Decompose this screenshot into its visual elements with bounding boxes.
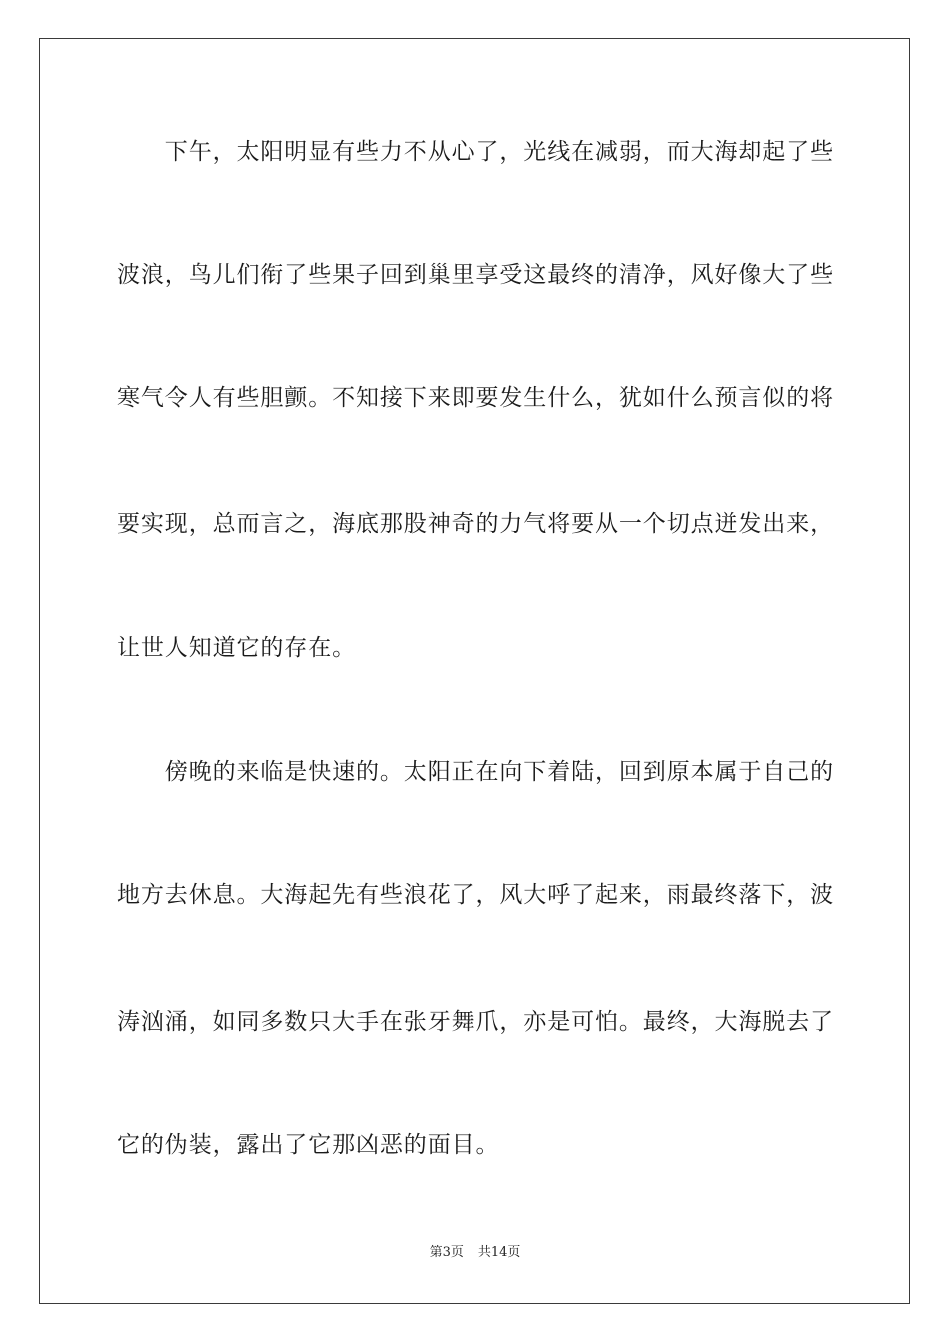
text-line: 下午，太阳明显有些力不从心了，光线在减弱，而大海却起了些	[117, 139, 834, 165]
text-line: 它的伪装，露出了它那凶恶的面目。	[117, 1132, 500, 1158]
text-line: 寒气令人有些胆颤。不知接下来即要发生什么，犹如什么预言似的将	[117, 385, 834, 411]
page-footer	[0, 1244, 950, 1262]
text-line: 让世人知道它的存在。	[117, 635, 356, 661]
text-line: 傍晚的来临是快速的。太阳正在向下着陆，回到原本属于自己的	[117, 759, 834, 785]
text-line: 要实现，总而言之，海底那股神奇的力气将要从一个切点迸发出来，	[117, 511, 834, 537]
text-line: 地方去休息。大海起先有些浪花了，风大呼了起来，雨最终落下，波	[117, 882, 834, 908]
page-current: 第3页	[429, 1245, 464, 1260]
page-border	[39, 38, 910, 1304]
text-line: 涛汹涌，如同多数只大手在张牙舞爪，亦是可怕。最终，大海脱去了	[117, 1009, 834, 1035]
page-total: 共14页	[477, 1245, 521, 1260]
text-line: 波浪，鸟儿们衔了些果子回到巢里享受这最终的清净，风好像大了些	[117, 262, 834, 288]
